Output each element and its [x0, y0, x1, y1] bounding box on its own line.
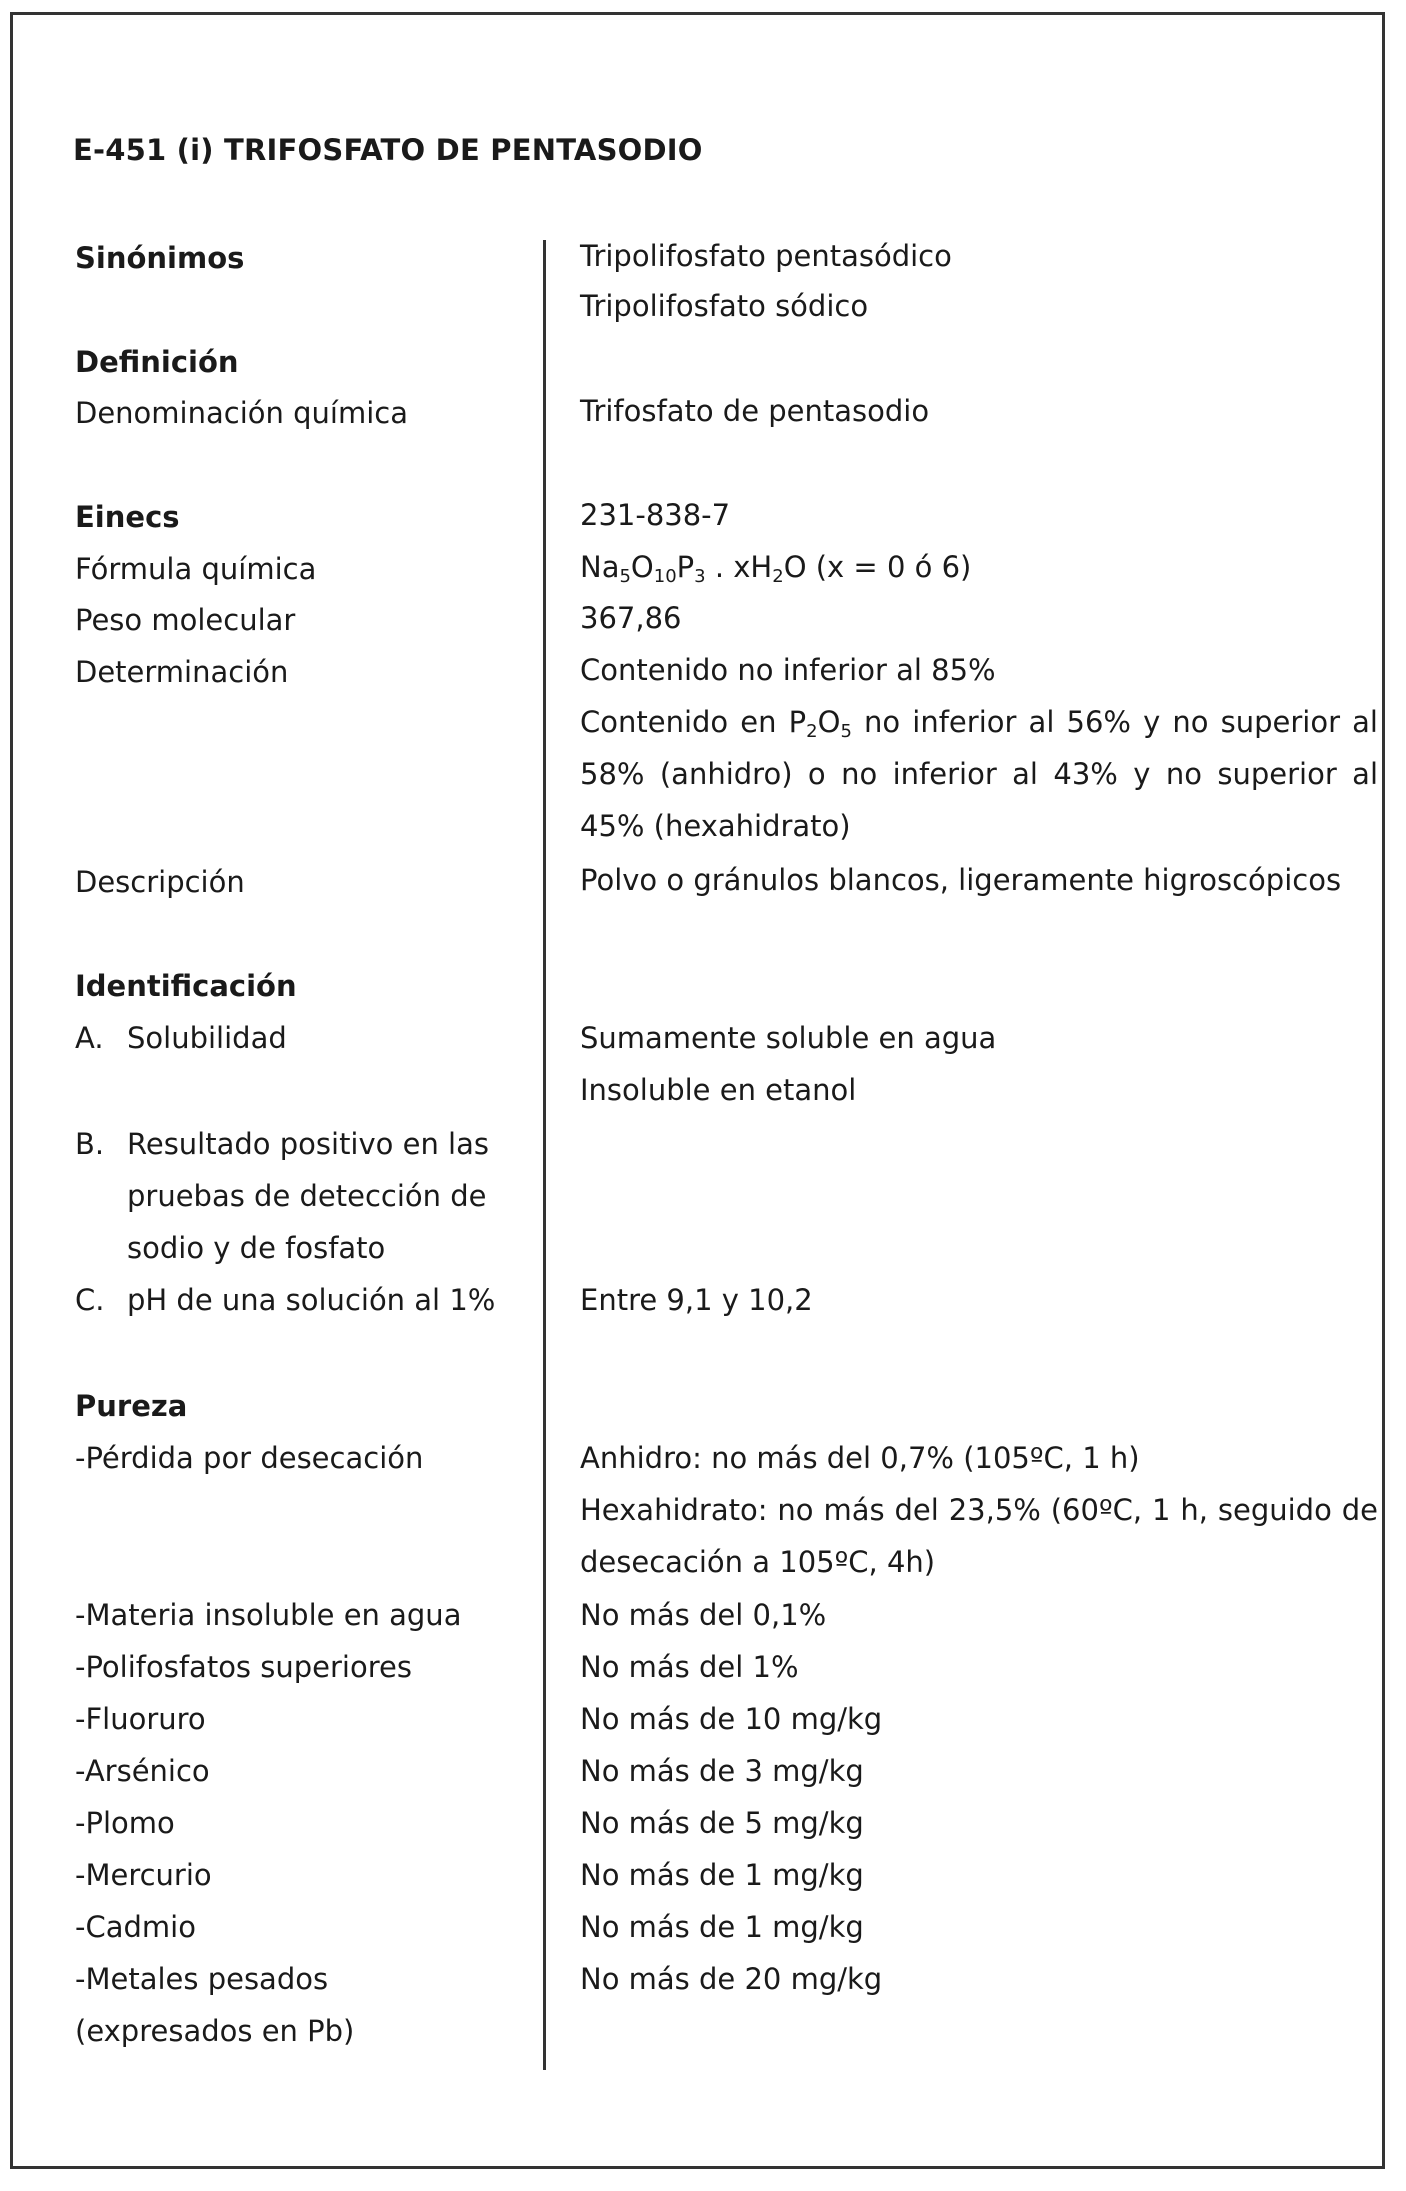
column-divider — [543, 240, 546, 2070]
determinacion-value: 58% (anhidro) o no inferior al 43% y no superior al — [580, 757, 1378, 791]
item-marker: B. — [75, 1127, 105, 1161]
solubilidad-value: Insoluble en etanol — [580, 1073, 857, 1107]
pureza-value: No más del 0,1% — [580, 1598, 827, 1632]
einecs-value: 231-838-7 — [580, 498, 731, 532]
einecs-label: Einecs — [75, 500, 180, 534]
perdida-label: -Pérdida por desecación — [75, 1441, 424, 1475]
sinonimo-value: Tripolifosfato sódico — [580, 289, 869, 323]
pureza-value: No más de 5 mg/kg — [580, 1806, 864, 1840]
identificacion-heading: Identificación — [75, 969, 297, 1003]
item-marker: A. — [75, 1021, 104, 1055]
definicion-heading: Definición — [75, 345, 239, 379]
identificacion-item-a — [75, 1012, 287, 1064]
pureza-heading: Pureza — [75, 1389, 188, 1423]
formula-value: $Na_5O_{10}P_3$ . $xH_2O$ (x = 0 ó 6) — [580, 550, 972, 587]
pureza-value: No más de 20 mg/kg — [580, 1962, 883, 1996]
pureza-label: -Materia insoluble en agua — [75, 1598, 462, 1632]
peso-label: Peso molecular — [75, 603, 296, 637]
item-b-text: pruebas de detección de — [127, 1179, 487, 1213]
sinonimos-heading: Sinónimos — [75, 241, 245, 275]
pureza-value: No más de 3 mg/kg — [580, 1754, 864, 1788]
identificacion-item-c — [75, 1274, 495, 1326]
pureza-label: -Metales pesados — [75, 1962, 329, 1996]
determinacion-value: Contenido en $P_2O_5$ no inferior al 56% y no superior al — [580, 705, 1378, 742]
document-title: E-451 (i) TRIFOSFATO DE PENTASODIO — [73, 133, 703, 167]
pureza-value: No más de 1 mg/kg — [580, 1858, 864, 1892]
pureza-label: -Cadmio — [75, 1910, 196, 1944]
pureza-value: No más de 1 mg/kg — [580, 1910, 864, 1944]
perdida-value: Hexahidrato: no más del 23,5% (60ºC, 1 h, seguido de — [580, 1493, 1378, 1527]
pureza-label: -Plomo — [75, 1806, 175, 1840]
perdida-value: desecación a 105ºC, 4h) — [580, 1545, 936, 1579]
descripcion-value: Polvo o gránulos blancos, ligeramente higroscópicos — [580, 863, 1342, 897]
peso-value: 367,86 — [580, 601, 682, 635]
ph-value: Entre 9,1 y 10,2 — [580, 1283, 813, 1317]
denominacion-value: Trifosfato de pentasodio — [580, 394, 930, 428]
metales-note: (expresados en Pb) — [75, 2014, 355, 2048]
pureza-label: -Polifosfatos superiores — [75, 1650, 412, 1684]
pureza-label: -Arsénico — [75, 1754, 210, 1788]
formula-label: Fórmula química — [75, 552, 317, 586]
identificacion-item-b — [75, 1118, 489, 1170]
pureza-value: No más de 10 mg/kg — [580, 1702, 883, 1736]
descripcion-label: Descripción — [75, 865, 245, 899]
sinonimo-value: Tripolifosfato pentasódico — [580, 239, 952, 273]
pureza-label: -Fluoruro — [75, 1702, 206, 1736]
pureza-label: -Mercurio — [75, 1858, 212, 1892]
determinacion-value: Contenido no inferior al 85% — [580, 653, 996, 687]
solubilidad-label: Solubilidad — [127, 1021, 287, 1055]
solubilidad-value: Sumamente soluble en agua — [580, 1021, 997, 1055]
item-marker: C. — [75, 1283, 105, 1317]
determinacion-label: Determinación — [75, 655, 289, 689]
item-b-text: Resultado positivo en las — [127, 1127, 489, 1161]
ph-label: pH de una solución al 1% — [127, 1283, 496, 1317]
determinacion-value: 45% (hexahidrato) — [580, 809, 851, 843]
denominacion-label: Denominación química — [75, 396, 408, 430]
item-b-text: sodio y de fosfato — [127, 1231, 386, 1265]
pureza-value: No más del 1% — [580, 1650, 799, 1684]
perdida-value: Anhidro: no más del 0,7% (105ºC, 1 h) — [580, 1441, 1140, 1475]
